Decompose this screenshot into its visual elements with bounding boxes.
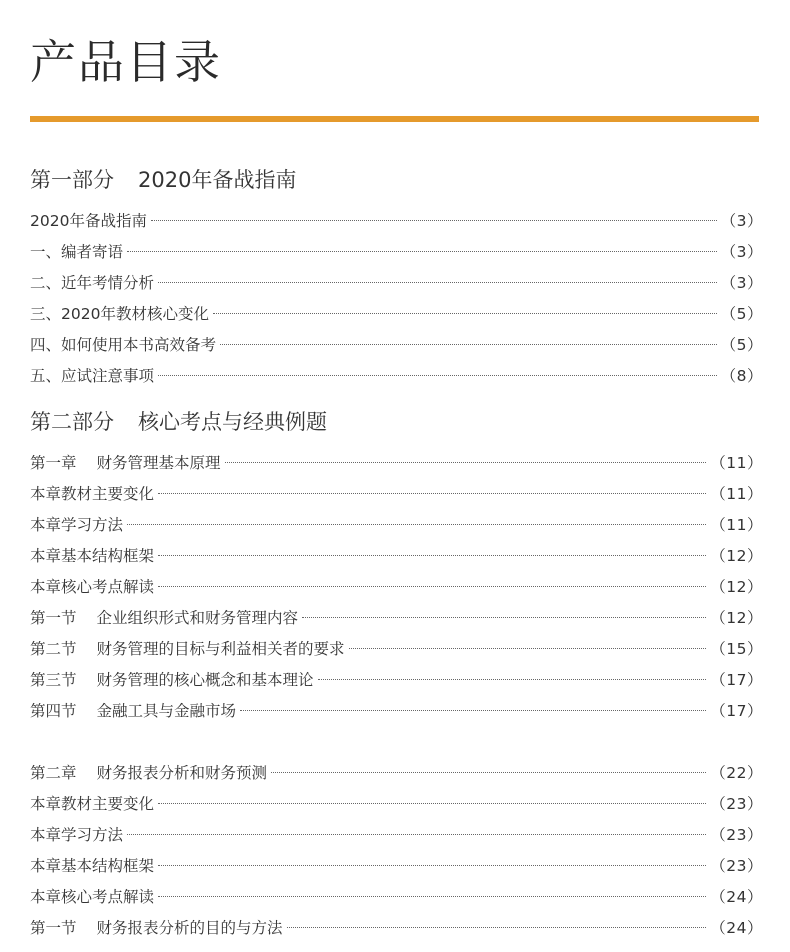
toc-entry-text: 企业组织形式和财务管理内容: [96, 609, 299, 627]
dot-leader: [158, 586, 706, 587]
dot-leader: [271, 772, 706, 773]
toc-entry-text: 五、应试注意事项: [30, 367, 155, 385]
toc-entry-page: （12）: [710, 578, 763, 596]
dot-leader: [127, 524, 706, 525]
toc-entry-page: （5）: [720, 305, 763, 323]
toc-entry-list: [30, 206, 763, 392]
toc-entry-label: [30, 572, 154, 603]
toc-entry[interactable]: [30, 268, 763, 299]
toc-entry-text: 财务报表分析和财务预测: [96, 764, 268, 782]
dot-leader: [158, 865, 706, 866]
dot-leader: [225, 462, 707, 463]
toc-entry-label: [30, 758, 267, 789]
toc-entry[interactable]: [30, 541, 763, 572]
toc-entry-page: （23）: [710, 857, 763, 875]
toc-entry[interactable]: [30, 448, 763, 479]
dot-leader: [240, 710, 706, 711]
toc-entry-number: 第二节: [30, 640, 77, 658]
toc-entry-label: [30, 882, 154, 913]
toc-entry[interactable]: [30, 851, 763, 882]
toc-entry-page: （3）: [720, 243, 763, 261]
toc-entry-page: （17）: [710, 671, 763, 689]
toc-entry-number: 第四节: [30, 702, 77, 720]
toc-entry-page: （11）: [710, 516, 763, 534]
toc-entry-label: [30, 851, 154, 882]
toc-entry[interactable]: [30, 820, 763, 851]
toc-entry-page: （23）: [710, 826, 763, 844]
toc-entry-label: [30, 237, 123, 268]
toc-entry-text: 四、如何使用本书高效备考: [30, 336, 217, 354]
toc-entry[interactable]: [30, 882, 763, 913]
toc-entry-page: （5）: [720, 336, 763, 354]
toc-entry-text: 本章学习方法: [30, 826, 124, 844]
toc-entry-text: 本章教材主要变化: [30, 795, 155, 813]
page-title: 产品目录: [30, 35, 222, 89]
toc-entry-text: 本章学习方法: [30, 516, 124, 534]
toc-entry-text: 本章基本结构框架: [30, 857, 155, 875]
toc-entry-label: [30, 330, 216, 361]
part-number: 第一部分: [30, 168, 114, 192]
toc-entry-text: 金融工具与金融市场: [96, 702, 237, 720]
dot-leader: [158, 896, 706, 897]
toc-entry[interactable]: [30, 237, 763, 268]
dot-leader: [287, 927, 707, 928]
toc-entry-label: [30, 268, 154, 299]
toc-entry-label: [30, 448, 221, 479]
part-heading: [30, 160, 763, 200]
toc-entry-text: 财务管理基本原理: [96, 454, 221, 472]
toc-entry[interactable]: [30, 510, 763, 541]
part-name: 2020年备战指南: [138, 168, 297, 192]
toc-entry-label: [30, 361, 154, 392]
dot-leader: [127, 251, 717, 252]
toc-entry-text: 二、近年考情分析: [30, 274, 155, 292]
toc-entry-page: （24）: [710, 919, 763, 937]
dot-leader: [151, 220, 717, 221]
dot-leader: [158, 282, 717, 283]
toc-entry-text: 本章核心考点解读: [30, 578, 155, 596]
dot-leader: [158, 493, 706, 494]
toc-entry[interactable]: [30, 913, 763, 944]
toc-entry-page: （24）: [710, 888, 763, 906]
toc-entry-label: [30, 479, 154, 510]
toc-entry-number: 第一章: [30, 454, 77, 472]
toc-entry[interactable]: [30, 361, 763, 392]
toc-entry-page: （8）: [720, 367, 763, 385]
toc-entry-text: 财务报表分析的目的与方法: [96, 919, 283, 937]
toc-entry-label: [30, 820, 123, 851]
toc-entry-number: 第二章: [30, 764, 77, 782]
toc-entry-text: 本章基本结构框架: [30, 547, 155, 565]
toc-entry-label: [30, 913, 283, 944]
part-heading: [30, 402, 763, 442]
toc-entry[interactable]: [30, 299, 763, 330]
toc-entry-label: [30, 299, 209, 330]
toc-entry[interactable]: [30, 665, 763, 696]
toc-entry-number: 第一节: [30, 919, 77, 937]
dot-leader: [302, 617, 706, 618]
toc-entry-label: [30, 510, 123, 541]
chapter-2-entries: [30, 758, 763, 944]
dot-leader: [127, 834, 706, 835]
dot-leader: [220, 344, 717, 345]
toc-entry[interactable]: [30, 634, 763, 665]
toc-entry-label: [30, 789, 154, 820]
toc-entry-text: 2020年备战指南: [30, 212, 147, 230]
toc-entry-page: （11）: [710, 485, 763, 503]
dot-leader: [213, 313, 717, 314]
toc-entry-page: （11）: [710, 454, 763, 472]
toc-entry[interactable]: [30, 572, 763, 603]
toc-entry[interactable]: [30, 603, 763, 634]
dot-leader: [158, 803, 706, 804]
toc-entry-label: [30, 206, 147, 237]
toc-entry-page: （3）: [720, 212, 763, 230]
toc-entry[interactable]: [30, 330, 763, 361]
toc-entry-number: 第三节: [30, 671, 77, 689]
toc-entry-text: 一、编者寄语: [30, 243, 124, 261]
toc-entry-page: （12）: [710, 547, 763, 565]
title-divider: [30, 116, 759, 122]
toc-entry-page: （12）: [710, 609, 763, 627]
toc-entry-page: （23）: [710, 795, 763, 813]
toc-entry[interactable]: [30, 758, 763, 789]
toc-entry-page: （17）: [710, 702, 763, 720]
toc-entry-page: （22）: [710, 764, 763, 782]
toc-entry-text: 本章教材主要变化: [30, 485, 155, 503]
toc-entry-label: [30, 696, 236, 727]
dot-leader: [158, 555, 706, 556]
toc-entry-text: 财务管理的核心概念和基本理论: [96, 671, 314, 689]
chapter-1-entries: [30, 448, 763, 727]
dot-leader: [349, 648, 707, 649]
toc-entry-page: （15）: [710, 640, 763, 658]
toc-entry[interactable]: [30, 206, 763, 237]
toc-entry-number: 第一节: [30, 609, 77, 627]
toc-entry[interactable]: [30, 479, 763, 510]
toc-entry-text: 本章核心考点解读: [30, 888, 155, 906]
toc-entry[interactable]: [30, 696, 763, 727]
toc-entry-label: [30, 603, 298, 634]
toc-entry-label: [30, 634, 345, 665]
toc-entry-label: [30, 541, 154, 572]
toc-entry-label: [30, 665, 314, 696]
toc-entry-page: （3）: [720, 274, 763, 292]
toc-entry-text: 财务管理的目标与利益相关者的要求: [96, 640, 345, 658]
dot-leader: [318, 679, 707, 680]
part-name: 核心考点与经典例题: [138, 410, 327, 434]
table-of-contents: [30, 160, 763, 944]
part-number: 第二部分: [30, 410, 114, 434]
toc-entry[interactable]: [30, 789, 763, 820]
toc-entry-text: 三、2020年教材核心变化: [30, 305, 209, 323]
dot-leader: [158, 375, 717, 376]
